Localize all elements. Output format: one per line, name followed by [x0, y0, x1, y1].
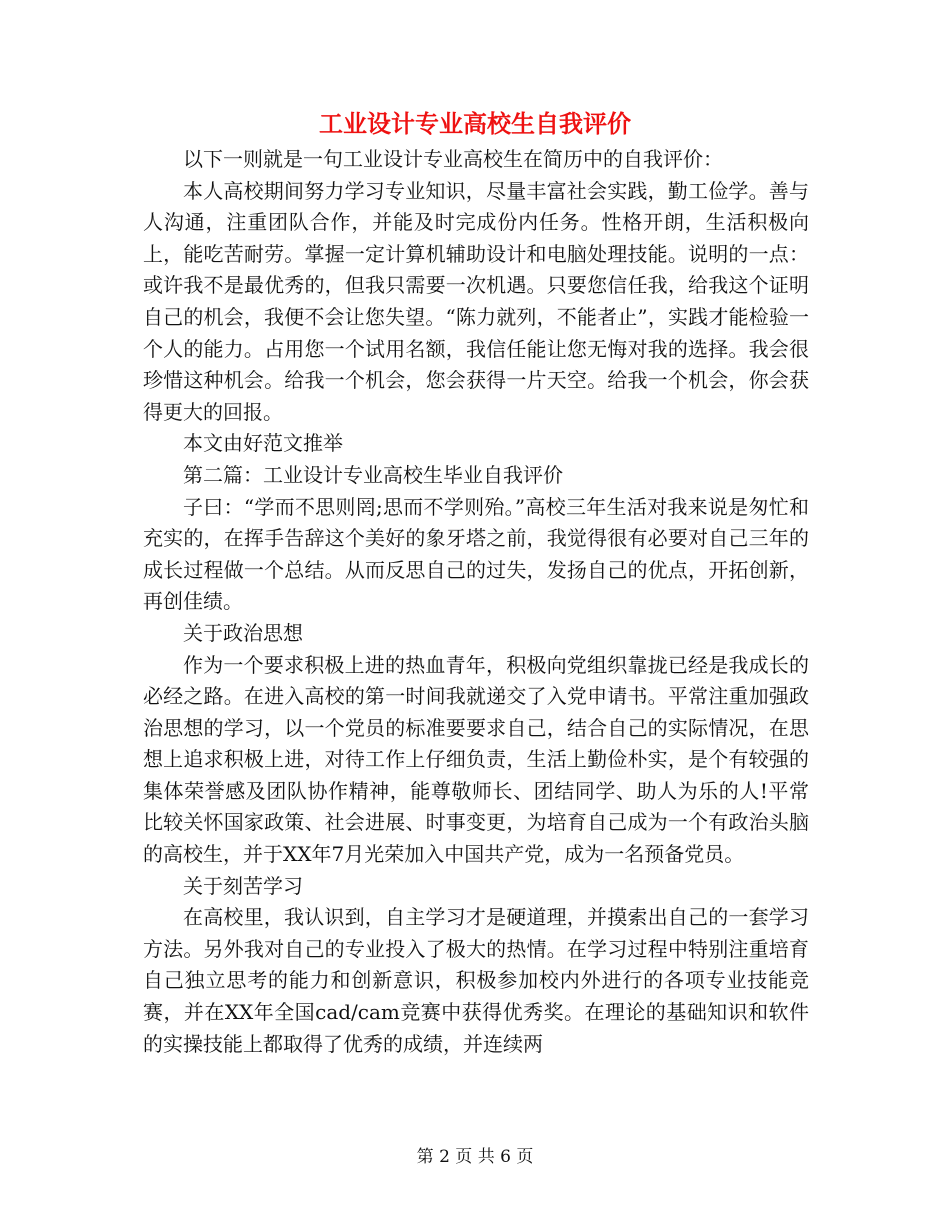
paragraph-recommendation: 本文由好范文推举: [183, 431, 343, 456]
paragraph-self-evaluation: 本人高校期间努力学习专业知识，尽量丰富社会实践，勤工俭学。善与人沟通，注重团队合作，并能及时完成份内任务。性格开朗，生活积极向上，能吃苦耐劳。掌握一定计算机辅助设计和电脑处理技能。说明的一点：或许我不是最优秀的，但我只需要一次机遇。只要您信任我，给我这个证明自己的机会，我便不会让您失望。“陈力就列，不能者止”，实践才能检验一个人的能力。占用您一个试用名额，我信任能让您无悔对我的选择。我会很珍惜这种机会。给我一个机会，您会获得一片天空。给我一个机会，你会获得更大的回报。: [143, 178, 809, 424]
paragraph-politics: 作为一个要求积极上进的热血青年，积极向党组织靠拢已经是我成长的必经之路。在进入高校的第一时间我就递交了入党申请书。平常注重加强政治思想的学习，以一个党员的标准要要求自己，结合自己的实际情况，在思想上追求积极上进，对待工作上仔细负责，生活上勤俭朴实，是个有较强的集体荣誉感及团队协作精神，能尊敬师长、团结同学、助人为乐的人!平常比较关怀国家政策、社会进展、时事变更，为培育自己成为一个有政治头脑的高校生，并于XX年7月光荣加入中国共产党，成为一名预备党员。: [143, 652, 809, 867]
paragraph-study: 在高校里，我认识到，自主学习才是硬道理，并摸索出自己的一套学习方法。另外我对自己的专业投入了极大的热情。在学习过程中特别注重培育自己独立思考的能力和创新意识，积极参加校内外进行的各项专业技能竞赛，并在XX年全国cad/cam竞赛中获得优秀奖。在理论的基础知识和软件的实操技能上都取得了优秀的成绩，并连续两: [143, 905, 809, 1056]
section-heading-study: 关于刻苦学习: [183, 873, 303, 898]
page-footer: 第 2 页 共 6 页: [416, 1147, 534, 1167]
document-body: [143, 144, 809, 1060]
paragraph-confucius: 子曰：“学而不思则罔;思而不学则殆。”高校三年生活对我来说是匆忙和充实的，在挥手告辞这个美好的象牙塔之前，我觉得很有必要对自己三年的成长过程做一个总结。从而反思自己的过失，发扬自己的优点，开拓创新，再创佳绩。: [143, 494, 809, 614]
section-heading-second-article: 第二篇：工业设计专业高校生毕业自我评价: [183, 462, 563, 487]
section-heading-politics: 关于政治思想: [183, 620, 303, 645]
paragraph-intro: 以下一则就是一句工业设计专业高校生在简历中的自我评价：: [183, 147, 723, 171]
document-title: 工业设计专业高校生自我评价: [319, 110, 631, 138]
